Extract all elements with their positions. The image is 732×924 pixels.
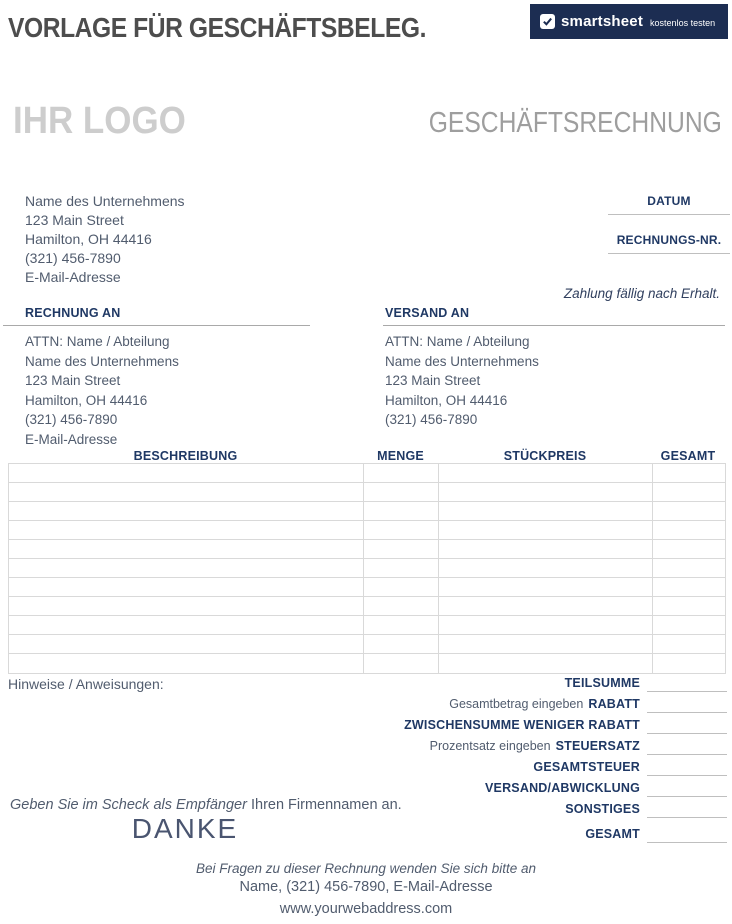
item-quantity-cell[interactable] (364, 483, 439, 502)
invoice-number-label: RECHNUNGS-NR. (616, 233, 722, 247)
item-description-cell[interactable] (9, 464, 364, 483)
ship-to-address-line: Hamilton, OH 44416 (385, 392, 508, 408)
column-header-quantity: MENGE (377, 449, 424, 463)
summary-label: VERSAND/ABWICKLUNG (485, 781, 640, 795)
summary-row (360, 822, 727, 843)
thank-you-text: DANKE (131, 813, 239, 844)
bill-to-label: RECHNUNG AN (3, 306, 310, 326)
item-unit-price-cell[interactable] (439, 483, 653, 502)
bill-to-section (3, 306, 310, 449)
item-unit-price-cell[interactable] (439, 597, 653, 616)
bill-to-lines (3, 326, 310, 449)
item-total-cell[interactable] (653, 521, 725, 540)
item-unit-price-cell[interactable] (439, 559, 653, 578)
item-description-cell[interactable] (9, 559, 364, 578)
column-header-description: BESCHREIBUNG (133, 449, 238, 463)
invoice-number-field (608, 233, 730, 254)
item-description-cell[interactable] (9, 502, 364, 521)
summary-label: ZWISCHENSUMME WENIGER RABATT (404, 718, 640, 732)
item-total-cell[interactable] (653, 464, 725, 483)
item-total-cell[interactable] (653, 616, 725, 635)
column-header-total: GESAMT (660, 449, 716, 463)
date-label: DATUM (647, 194, 691, 208)
summary-label: SONSTIGES (565, 802, 640, 816)
summary-value-field[interactable] (647, 757, 727, 776)
item-quantity-cell[interactable] (364, 616, 439, 635)
item-unit-price-cell[interactable] (439, 521, 653, 540)
brand-name: smartsheet (561, 13, 644, 30)
company-address-line: Name des Unternehmens (25, 193, 185, 209)
notes-input-area[interactable] (8, 696, 358, 791)
summary-label: GESAMT (585, 827, 640, 841)
item-total-cell[interactable] (653, 597, 725, 616)
item-description-cell[interactable] (9, 578, 364, 597)
ship-to-address-line: 123 Main Street (385, 373, 481, 388)
summary-row (360, 713, 727, 734)
page-title: VORLAGE FÜR GESCHÄFTSBELEG. (8, 12, 426, 43)
check-note-italic: Geben Sie im Scheck als Empfänger (10, 797, 247, 813)
bill-to-address-line: (321) 456-7890 (25, 412, 118, 427)
summary-hint: Prozentsatz eingeben (429, 739, 551, 753)
item-total-cell[interactable] (653, 483, 725, 502)
item-total-cell[interactable] (653, 502, 725, 521)
ship-to-label: VERSAND AN (383, 306, 725, 326)
invoice-number-value[interactable] (608, 247, 730, 249)
bill-to-address-line: ATTN: Name / Abteilung (25, 334, 170, 349)
summary-label: RABATT (588, 697, 640, 711)
company-block (25, 192, 185, 287)
item-unit-price-cell[interactable] (439, 635, 653, 654)
item-unit-price-cell[interactable] (439, 540, 653, 559)
footer-contact-prompt: Bei Fragen zu dieser Rechnung wenden Sie sich bitte an (196, 861, 536, 876)
brand-tagline: kostenlos testen (650, 18, 716, 28)
summary-label: TEILSUMME (564, 676, 640, 690)
ship-to-section (383, 306, 725, 430)
item-quantity-cell[interactable] (364, 578, 439, 597)
bill-to-address-line: Name des Unternehmens (25, 353, 179, 369)
company-address-line: 123 Main Street (25, 212, 124, 228)
item-quantity-cell[interactable] (364, 559, 439, 578)
check-note-regular: Ihren Firmennamen an. (246, 797, 402, 813)
item-unit-price-cell[interactable] (439, 616, 653, 635)
summary-row (360, 776, 727, 797)
footer-website[interactable]: www.yourwebaddress.com (279, 901, 453, 917)
ship-to-lines (383, 326, 725, 430)
payment-terms: Zahlung fällig nach Erhalt. (563, 286, 720, 301)
summary-section (360, 671, 727, 843)
smartsheet-banner[interactable] (530, 4, 728, 39)
item-quantity-cell[interactable] (364, 635, 439, 654)
item-unit-price-cell[interactable] (439, 464, 653, 483)
item-description-cell[interactable] (9, 654, 364, 673)
summary-label: GESAMTSTEUER (533, 760, 640, 774)
ship-to-address-line: Name des Unternehmens (385, 353, 539, 369)
company-address-line: E-Mail-Adresse (25, 269, 121, 285)
item-total-cell[interactable] (653, 559, 725, 578)
summary-row (360, 671, 727, 692)
smartsheet-check-icon (540, 14, 555, 29)
company-address-line: Hamilton, OH 44416 (25, 231, 152, 247)
item-total-cell[interactable] (653, 540, 725, 559)
ship-to-address-line: ATTN: Name / Abteilung (385, 334, 530, 349)
item-total-cell[interactable] (653, 578, 725, 597)
item-description-cell[interactable] (9, 483, 364, 502)
company-address-line: (321) 456-7890 (25, 250, 121, 266)
item-description-cell[interactable] (9, 597, 364, 616)
summary-value-field[interactable] (647, 736, 727, 755)
notes-label: Hinweise / Anweisungen: (8, 676, 164, 692)
item-description-cell[interactable] (9, 521, 364, 540)
summary-value-field[interactable] (647, 799, 727, 818)
summary-value-field[interactable] (647, 778, 727, 797)
check-payee-note (10, 797, 402, 813)
item-total-cell[interactable] (653, 635, 725, 654)
date-field (608, 194, 730, 215)
logo-placeholder: IHR LOGO (13, 100, 186, 142)
item-quantity-cell[interactable] (364, 502, 439, 521)
item-description-cell[interactable] (9, 635, 364, 654)
summary-value-field[interactable] (647, 824, 727, 843)
items-table (8, 463, 726, 674)
summary-row (360, 692, 727, 713)
item-unit-price-cell[interactable] (439, 502, 653, 521)
summary-row (360, 734, 727, 755)
summary-row (360, 797, 727, 818)
item-description-cell[interactable] (9, 540, 364, 559)
summary-row (360, 755, 727, 776)
summary-value-field[interactable] (647, 694, 727, 713)
bill-to-address-line: Hamilton, OH 44416 (25, 392, 148, 408)
summary-value-field[interactable] (647, 715, 727, 734)
ship-to-address-line: (321) 456-7890 (385, 412, 478, 427)
summary-label: STEUERSATZ (555, 739, 640, 753)
item-quantity-cell[interactable] (364, 597, 439, 616)
bill-to-address-line: E-Mail-Adresse (25, 431, 118, 447)
bill-to-address-line: 123 Main Street (25, 373, 121, 388)
date-value[interactable] (608, 208, 730, 210)
item-description-cell[interactable] (9, 616, 364, 635)
item-quantity-cell[interactable] (364, 540, 439, 559)
summary-value-field[interactable] (647, 673, 727, 692)
column-header-unit-price: STÜCKPREIS (503, 449, 587, 463)
footer-contact-info: Name, (321) 456-7890, E-Mail-Adresse (239, 879, 493, 895)
item-unit-price-cell[interactable] (439, 578, 653, 597)
item-quantity-cell[interactable] (364, 464, 439, 483)
summary-hint: Gesamtbetrag eingeben (449, 697, 584, 711)
item-quantity-cell[interactable] (364, 521, 439, 540)
document-type-heading: GESCHÄFTSRECHNUNG (428, 107, 722, 139)
